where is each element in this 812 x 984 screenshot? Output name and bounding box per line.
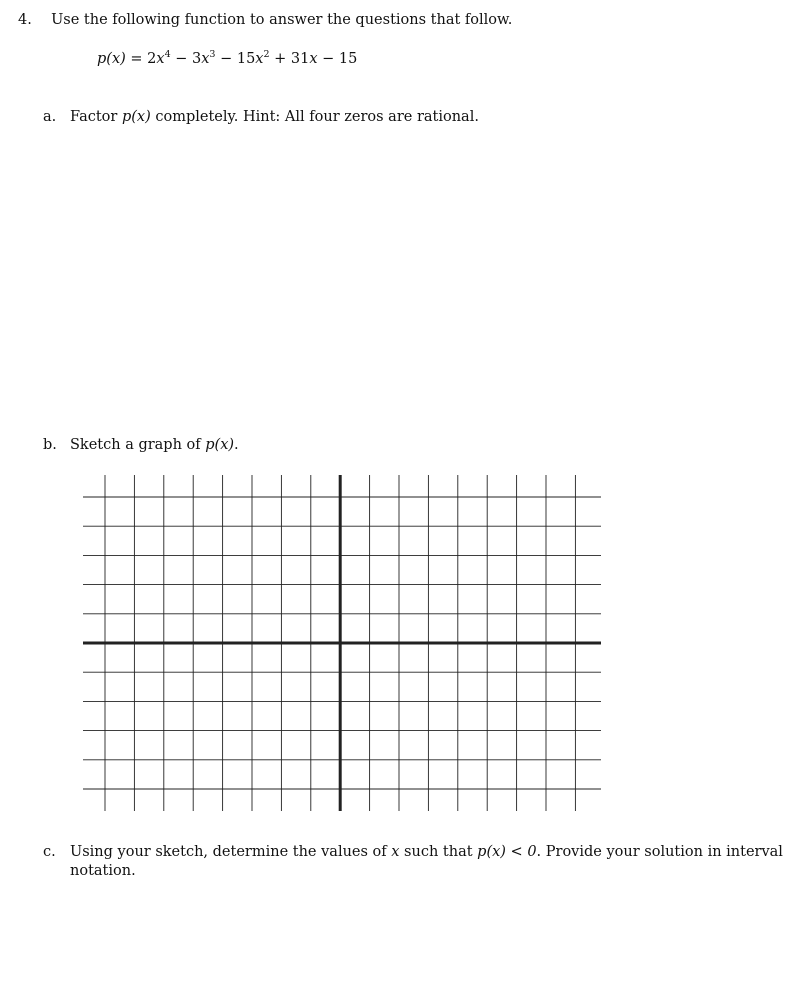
part-c-prompt-line2: notation.	[70, 863, 136, 879]
part-a-prompt: Factor p(x) completely. Hint: All four zeros are rational.	[70, 109, 479, 125]
part-b-label: b.	[43, 437, 57, 453]
part-a-label: a.	[43, 109, 57, 125]
question-intro: Use the following function to answer the questions that follow.	[51, 12, 513, 28]
function-definition: $p(x) = 2x^4 - 3x^3 - 15x^2 + 31x - 15$	[97, 49, 358, 67]
function-lhs: p(x)	[97, 51, 126, 67]
part-b-prompt: Sketch a graph of p(x).	[70, 437, 239, 453]
part-c-label: c.	[43, 844, 56, 860]
question-number: 4.	[18, 12, 32, 28]
part-c-prompt: Using your sketch, determine the values of x such that p(x) < 0. Provide your solution in interval	[70, 844, 783, 860]
